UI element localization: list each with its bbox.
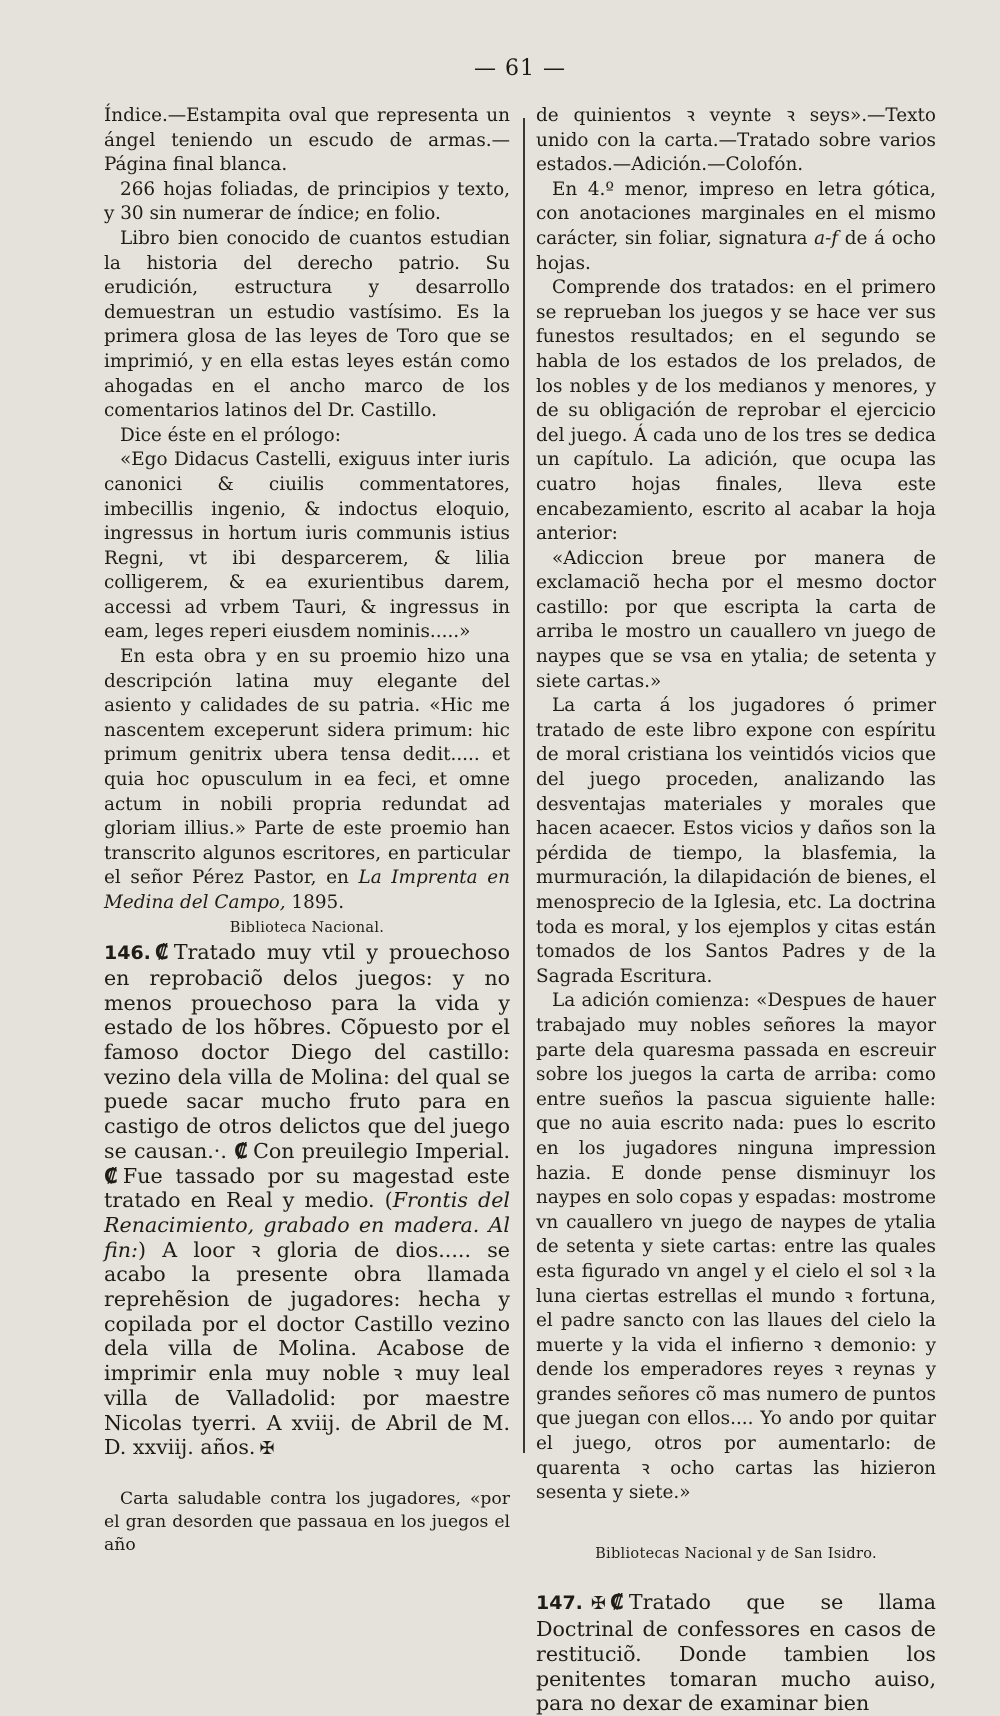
column-divider [523,118,525,1453]
entry-146 [104,940,510,1462]
page-number: — 61 — [474,56,566,81]
latin-quote: «Ego Didacus Castelli, exiguus inter iuris canonici & ciuilis commentatores, imbecillis ingenio, & indoctus eloquio, ingressus in hortum iuris communis istius Regni, vt ibi desparcerem, & lilia colligerem, & ea exurientibus darem, accessi ad vrbem Tauri, & ingressus in eam, leges reperi eiusdem nominis.....» [104,449,510,643]
book-title: La Imprenta en Medina del Campo, [104,867,510,913]
signature-range: a-f [814,227,839,249]
paragraph-mark-icon: ₡ [609,1590,624,1615]
text-run: En esta obra y en su proemio hizo una descripción latina muy elegante del asiento y calidades de su patria. «Hic me nascentem exceperunt sidera primum: hic primum genitrix ubera tensa dedit..... et quia hoc opusculum in ea feci, et omne actum in nobili propria redundat ad gloriam illius.» Parte de este proemio han transcrito algunos escritores, en particular el señor Pérez Pastor, en [104,646,510,889]
text-run: 1895. [285,892,345,913]
entry-text: Tratado que se llama Doctrinal de confessores en casos de restituciõ. Donde tambien los penitentes tomaran mucho auiso, para no dexar de examinar bien [536,1590,936,1716]
paragraph: La carta á los jugadores ó primer tratado de este libro expone con espíritu de moral cristiana los veintidós vicios que del juego proceden, analizando las desventajas materiales y morales que hacen acaecer. Estos vicios y daños son la pérdida de tiempo, la blasfemia, la murmuración, la dilapidación de bienes, el menosprecio de la Iglesia, etc. La doctrina toda es moral, y los ejemplos y citas están tomados de los Santos Padres y de la Sagrada Escritura. [536,695,936,987]
text-run: En 4.º menor, impreso en letra gótica, con anotaciones marginales en el mismo carácter, sin foliar, signatura [536,178,936,249]
left-column [104,104,510,1557]
paragraph: Dice éste en el prólogo: [120,424,341,446]
text-run: de á ocho hojas. [536,227,937,274]
paragraph-mark-icon: ₡ [154,940,169,965]
paragraph [104,645,510,916]
entry-italic: Frontis del Renacimiento, grabado en madera. Al fin: [104,1188,510,1262]
paragraph-mark-icon: ₡ [104,1163,118,1188]
right-column [536,104,936,1716]
paragraph-mark-icon: ₡ [234,1138,249,1163]
paragraph: 266 hojas foliadas, de principios y texto, y 30 sin numerar de índice; en folio. [104,178,510,225]
entry-text: Fue tassado por su magestad este tratado en Real y medio. ( [104,1163,510,1213]
entry-text: Con preuilegio Imperial. [253,1138,510,1163]
library-signature: Biblioteca Nacional. [229,919,385,936]
entry-number: 146. [104,942,151,965]
paragraph [536,178,936,276]
entry-text: ) A loor ꝛ gloria de dios..... se acabo la presente obra llamada reprehẽsion de jugadores: hecha y copilada por el doctor Castillo vezino dela villa de Molina. Acabose de imprimir enla muy noble ꝛ muy leal villa de Valladolid: por maestre Nicolas tyerri. A xviij. de Abril de M. D. xxviij. años. [104,1237,510,1460]
cross-icon: ✠ [590,1593,606,1615]
paragraph: Índice.—Estampita oval que representa un ángel teniendo un escudo de armas.—Página final blanca. [104,105,510,176]
entry-147 [536,1590,936,1716]
entry-text: Tratado muy vtil y prouechoso en reprobaciõ delos juegos: y no menos prouechoso para la vida y estado de los hõbres. Cõpuesto por el famoso doctor Diego del castillo: vezino dela villa de Molina: del qual se puede sacar mucho fruto para en castigo de otros delictos que del juego se causan.·. [104,940,510,1163]
paragraph: Comprende dos tratados: en el primero se reprueban los juegos y se hace ver sus funestos resultados; en el segundo se habla de los estados de los prelados, de los nobles y de los medianos y menores, y de su obligación de reprobar el ejercicio del juego. Á cada uno de los tres se dedica un capítulo. La adición, que ocupa las cuatro hojas finales, lleva este encabezamiento, escrito al acabar la hoja anterior: [536,277,936,545]
paragraph: de quinientos ꝛ veynte ꝛ seys».—Texto unido con la carta.—Tratado sobre varios estados.—Adición.—Colofón. [536,105,936,176]
library-signature: Bibliotecas Nacional y de San Isidro. [595,1545,877,1562]
paragraph: Carta saludable contra los jugadores, «por el gran desorden que passaua en los juegos el año [104,1488,510,1555]
paragraph: Libro bien conocido de cuantos estudian la historia del derecho patrio. Su erudición, estructura y desarrollo demuestran un estudio vastísimo. Es la primera glosa de las leyes de Toro que se imprimió, y en ella estas leyes están como ahogadas en el ancho marco de los comentarios latinos del Dr. Castillo. [104,227,510,422]
paragraph: La adición comienza: «Despues de hauer trabajado muy nobles señores la mayor parte dela quaresma passada en escreuir sobre los juegos la carta de arriba: como entre sueños la pascua siguiente halle: que no auia escrito nada: pues lo escrito en los jugadores ninguna impression hazia. E donde pense disminuyr los naypes en solo copas y espadas: mostrome vn cauallero vn juego de naypes de ytalia de setenta y siete cartas: entre las quales esta figurado vn angel y el cielo el sol ꝛ la luna ciertas estrellas el mundo ꝛ fortuna, el padre sancto con las llaues del cielo la muerte y la vida el infierno ꝛ demonio: y dende los emperadores reyes ꝛ reynas y grandes señores cõ mas numero de puntos que juegan con ellos.... Yo ando por quitar el juego, otros por aumentarlo: de quarenta ꝛ ocho cartas las hizieron sesenta y siete.» [536,990,936,1504]
cross-icon: ✠ [259,1438,275,1460]
old-spanish-quote: «Adiccion breue por manera de exclamaciõ hecha por el mesmo doctor castillo: por que escripta la carta de arriba le mostro un cauallero vn juego de naypes que se vsa en ytalia; de setenta y siete cartas.» [536,547,936,692]
entry-number: 147. [536,1592,583,1615]
